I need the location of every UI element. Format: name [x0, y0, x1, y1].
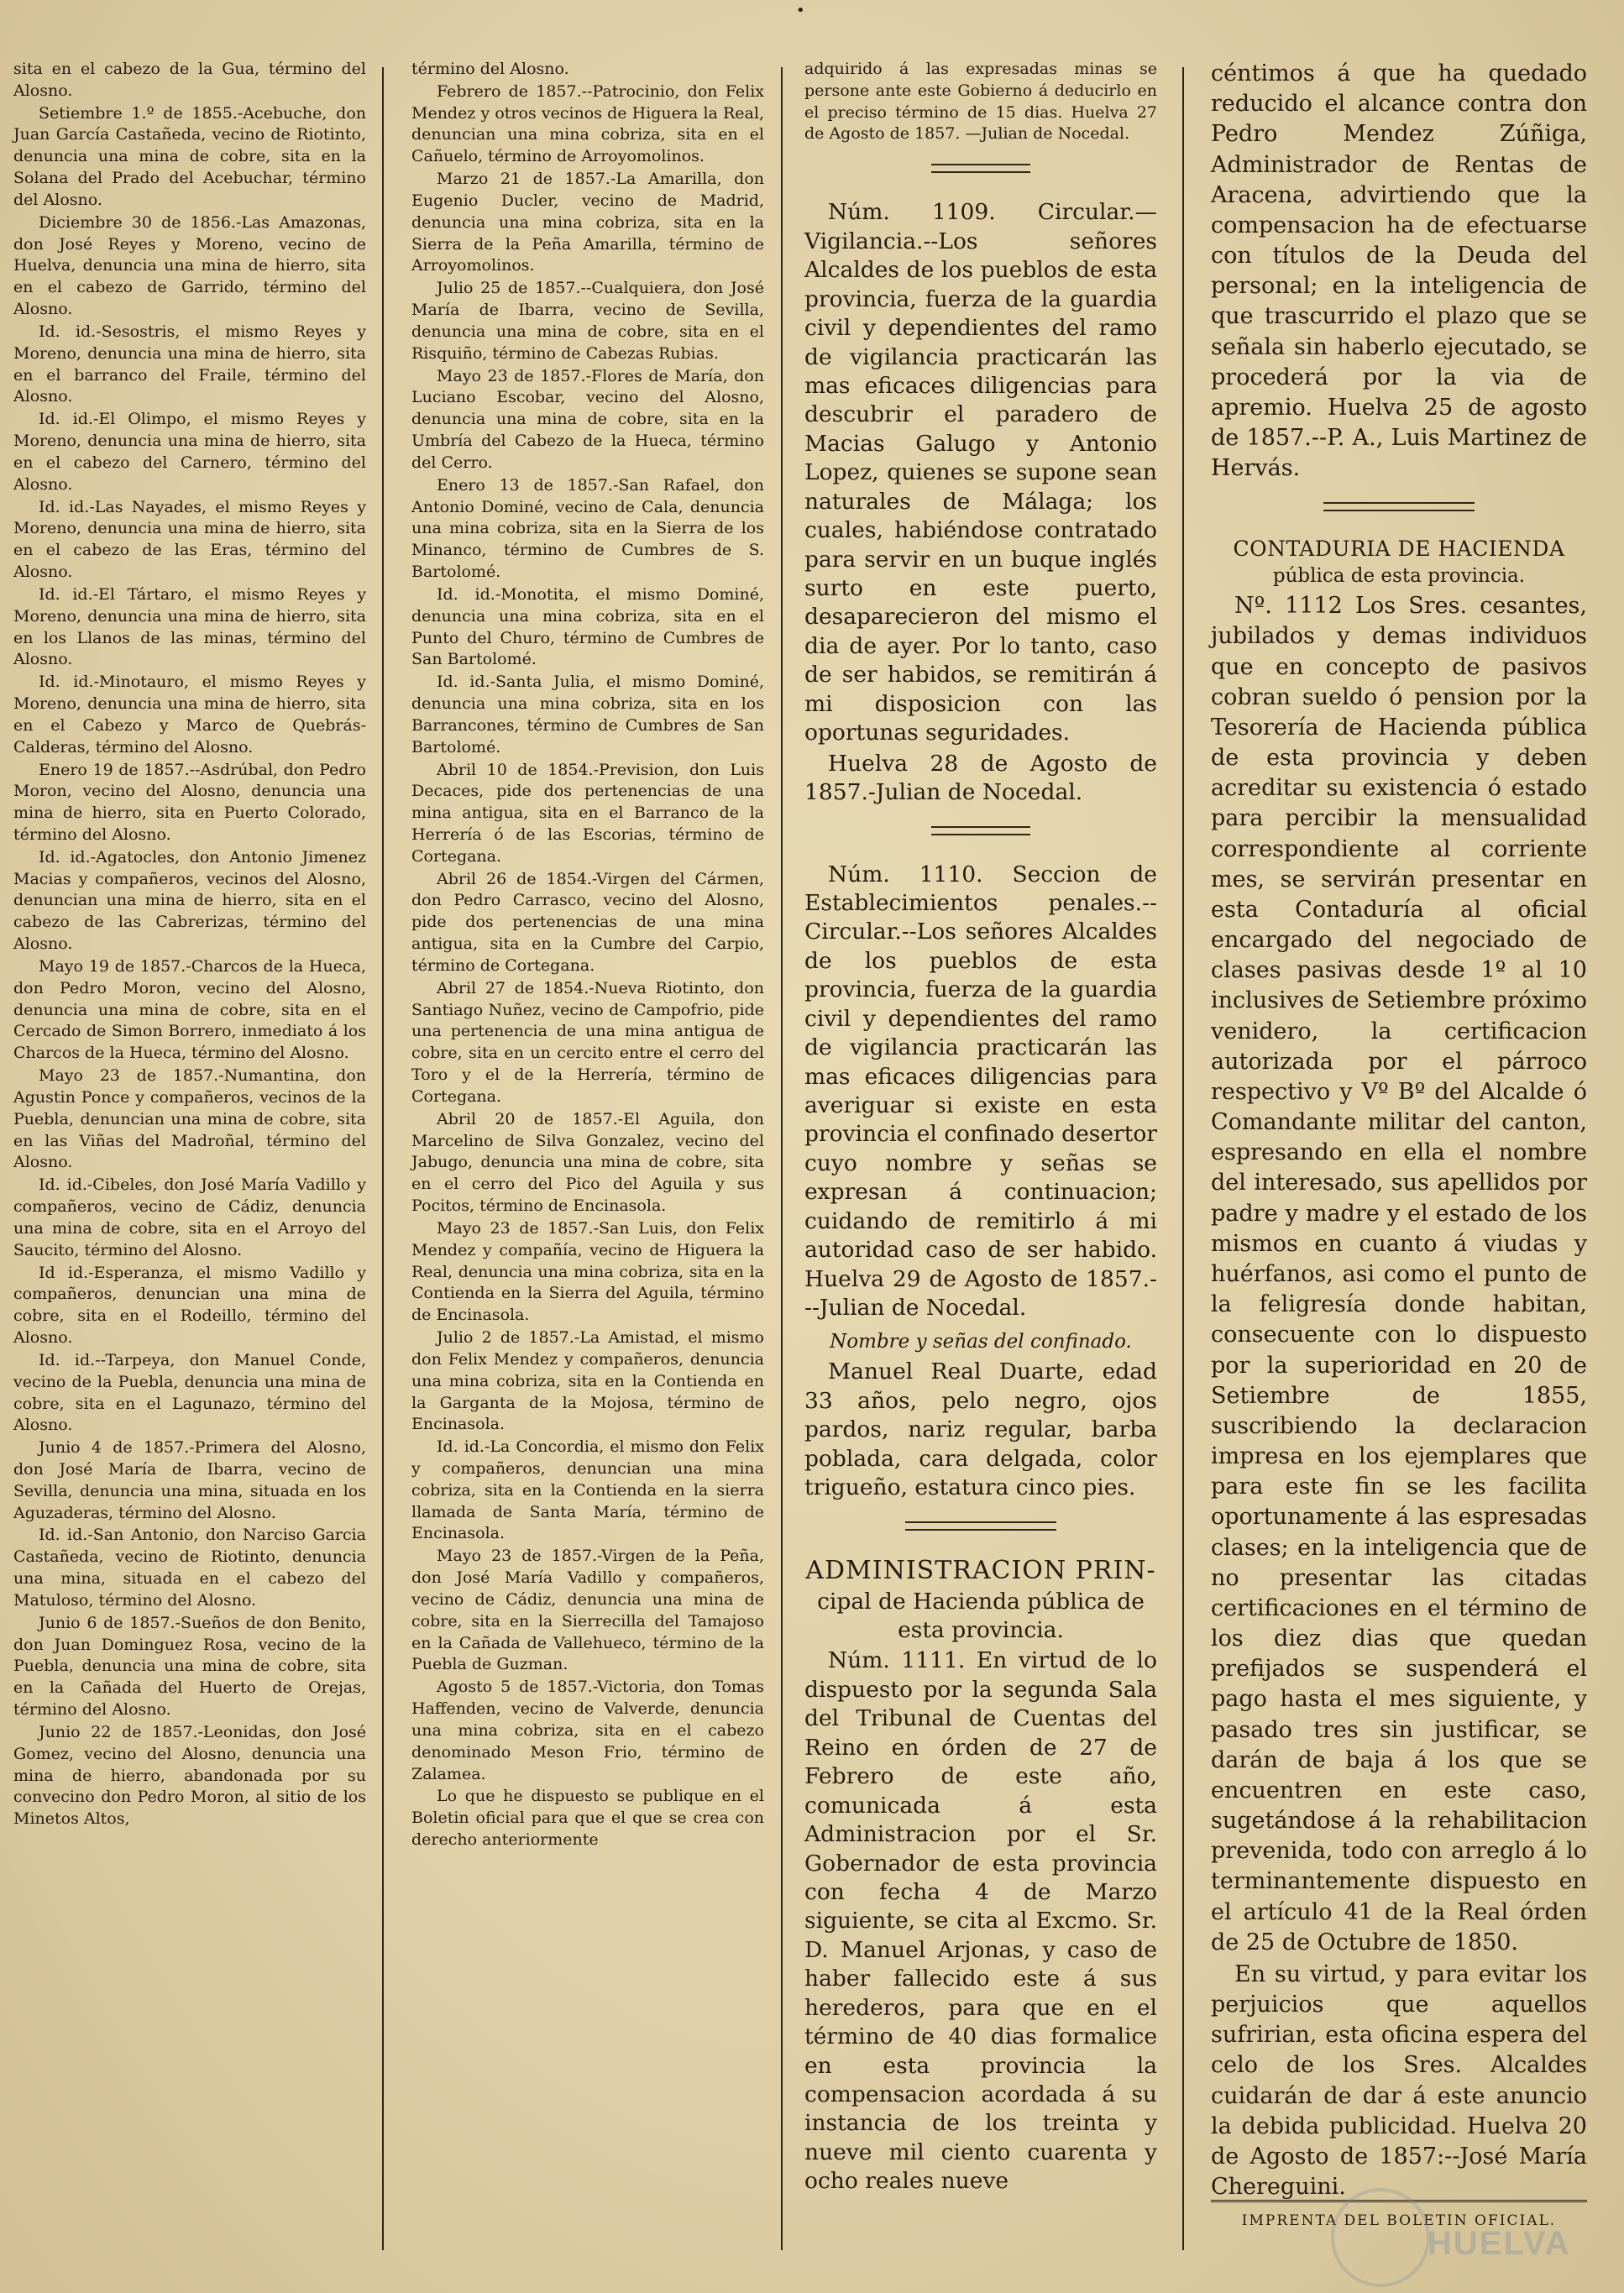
mine-entry: Julio 25 de 1857.--Cualquiera, don José María de Ibarra, vecino de Sevilla, denuncia una mina de cobre, sita en el Risquiño, término de Cabezas Rubias.	[411, 279, 764, 363]
mine-entry: Abril 20 de 1857.-El Aguila, don Marcelino de Silva Gonzalez, vecino del Jabugo, denuncia una mina de cobre, sita en el cerro del Pico del Aguila y sus Pocitos, término de Encinasola.	[411, 1109, 764, 1216]
mine-entry: Mayo 23 de 1857.-Numantina, don Agustin Ponce y compañeros, vecinos de la Puebla, denuncian una mina de cobre, sita en las Viñas del Madroñal, término del Alosno.	[13, 1066, 366, 1172]
column-3	[804, 59, 1157, 2198]
mine-entry: Enero 19 de 1857.--Asdrúbal, don Pedro Moron, vecino del Alosno, denuncia una mina de hierro, sita en Puerto Colorado, término del Alosno.	[13, 760, 366, 844]
notice-1111: Núm. 1111. En virtud de lo dispuesto por la segunda Sala del Tribunal de Cuentas del Reino en órden de 27 de Febrero de este año, comunicada á esta Administracion por el Sr. Gobernador de esta provincia con fecha 4 de Marzo siguiente, se cita al Excmo. Sr. D. Manuel Arjonas, y caso de haber fallecido este á sus herederos, para que en el término de 40 dias formalice en esta provincia la compensacion acordada á su instancia de los treinta y nueve mil ciento cuarenta y ocho reales nueve	[804, 1647, 1157, 2195]
mine-entry: Id. id.-Cibeles, don José María Vadillo y compañeros, vecino de Cádiz, denuncia una mina de cobre, sita en el Arroyo del Saucito, término del Alosno.	[13, 1175, 366, 1259]
notice-1109: Núm. 1109. Circular.— Vigilancia.--Los señores Alcaldes de los pueblos de esta provincia, fuerza de la guardia civil y dependientes del ramo de vigilancia practicarán las mas eficaces diligencias para descubrir el paradero de Macias Galugo y Antonio Lopez, quienes se supone sean naturales de Málaga; los cuales, habiéndose contratado para servir en un buque inglés surto en este puerto, desaparecieron del mismo el dia de ayer. Por lo tanto, caso de ser habidos, se remitirán á mi disposicion con las oportunas seguridades.	[804, 199, 1157, 746]
mine-entry: Setiembre 1.º de 1855.-Acebuche, don Juan García Castañeda, vecino de Riotinto, denuncia una mina de cobre, sita en la Solana del Prado del Acebuchar, término del Alosno.	[13, 103, 366, 209]
convict-details: Manuel Real Duarte, edad 33 años, pelo negro, ojos pardos, nariz regular, barba poblada, cara delgada, color trigueño, estatura cinco pies.	[804, 1359, 1157, 1501]
mine-entry: Mayo 23 de 1857.-San Luis, don Felix Mendez y compañía, vecino de Higuera la Real, denuncia una mina cobriza, sita en la Contienda en la Sierra del Aguila, término de Encinasola.	[411, 1218, 764, 1325]
section-separator	[931, 164, 1030, 173]
notice-continuation: adquirido á las expresadas minas se persone ante este Gobierno á deducirlo en el preciso término de 15 dias. Huelva 27 de Agosto de 1857. —Julian de Nocedal.	[804, 60, 1157, 144]
column-rule-1	[382, 67, 384, 2250]
notice-1111-continuation: céntimos á que ha quedado reducido el alcance contra don Pedro Mendez Zúñiga, Administrador de Rentas de Aracena, advirtiendo que la compensacion ha de efectuarse con títulos de la Deuda del personal; en la inteligencia de que trascurrido el plazo que se señala sin haberlo ejecutado, se procederá por la via de apremio. Huelva 25 de agosto de 1857.--P. A., Luis Martinez de Hervás.	[1211, 60, 1587, 482]
mine-entry: Junio 4 de 1857.-Primera del Alosno, don José María de Ibarra, vecino de Sevilla, denuncia una mina, situada en los Aguzaderas, término del Alosno.	[13, 1438, 366, 1522]
mine-entry: Mayo 19 de 1857.-Charcos de la Hueca, don Pedro Moron, vecino del Alosno, denuncia una mina de cobre, sita en el Cercado de Simon Borrero, inmediato á los Charcos de la Hueca, término del Alosno.	[13, 956, 366, 1063]
printer-imprint: IMPRENTA DEL BOLETIN OFICIAL.	[1211, 2200, 1587, 2229]
contaduria-subheading: pública de esta provincia.	[1272, 565, 1526, 588]
mine-entry: Id. id.-Minotauro, el mismo Reyes y Moreno, denuncia una mina de hierro, sita en el Cabezo y Marco de Quebrás-Calderas, término del Alosno.	[13, 673, 366, 756]
notice-1109-signature: Huelva 28 de Agosto de 1857.-Julian de Nocedal.	[804, 750, 1157, 806]
notice-1110: Núm. 1110. Seccion de Establecimientos penales.--Circular.--Los señores Alcaldes de los pueblos de esta provincia, fuerza de la guardia civil y dependientes del ramo de vigilancia practicarán las mas eficaces diligencias para averiguar si existe en esta provincia el confinado desertor cuyo nombre y señas se expresan á continuacion; cuidando de remitirlo á mi autoridad caso de ser habido. Huelva 29 de Agosto de 1857.---Julian de Nocedal.	[804, 861, 1157, 1322]
mine-entry: Id. id.-Monotita, el mismo Dominé, denuncia una mina cobriza, sita en el Punto del Churo, término de Cumbres de San Bartolomé.	[411, 584, 764, 669]
mine-entry: Id. id.-Santa Julia, el mismo Dominé, denuncia una mina cobriza, sita en los Barrancones, término de Cumbres de San Bartolomé.	[411, 673, 764, 756]
section-separator	[1323, 502, 1475, 511]
mine-entry: Abril 10 de 1854.-Prevision, don Luis Decaces, pide dos pertenencias de una mina antigua, sita en el Barranco de la Herrería ó de las Escorias, término de Cortegana.	[411, 760, 764, 866]
mine-entry: Enero 13 de 1857.-San Rafael, don Antonio Dominé, vecino de Cala, denuncia una mina cobriza, sita en la Sierra de los Minanco, término de Cumbres de S. Bartolomé.	[411, 475, 764, 582]
mine-entry: Id id.-Esperanza, el mismo Vadillo y compañeros, denuncian una mina de cobre, sita en el Rodeillo, término del Alosno.	[13, 1263, 366, 1348]
mine-entry: término del Alosno.	[411, 60, 569, 78]
mine-entry: Id. id.-Las Nayades, el mismo Reyes y Moreno, denuncia una mina de hierro, sita en el cabezo de las Eras, término del Alosno.	[13, 497, 366, 582]
mine-entry: Diciembre 30 de 1856.-Las Amazonas, don José Reyes y Moreno, vecino de Huelva, denuncia una mina de hierro, sita en el cabezo de Garrido, término del Alosno.	[13, 212, 366, 319]
mine-entry: Mayo 23 de 1857.-Virgen de la Peña, don José María Vadillo y compañeros, vecino de Cádiz, denuncia una mina de cobre, sita en la Sierrecilla del Tamajoso en la Cañada de Vallehueco, término de la Puebla de Guzman.	[411, 1547, 764, 1674]
column-1	[13, 59, 366, 1831]
mine-entry: Id. id.--Tarpeya, don Manuel Conde, vecino de la Puebla, denuncia una mina de cobre, sita en el Lagunazo, término del Alosno.	[13, 1350, 366, 1435]
mine-entry: Agosto 5 de 1857.-Victoria, don Tomas Haffenden, vecino de Valverde, denuncia una mina cobriza, sita en el cabezo denominado Meson Frio, término de Zalamea.	[411, 1678, 764, 1783]
mine-entry: Febrero de 1857.--Patrocinio, don Felix Mendez y otros vecinos de Higuera la Real, denuncian una mina cobriza, sita en el Cañuelo, término de Arroyomolinos.	[411, 81, 764, 166]
convict-details-title: Nombre y señas del confinado.	[830, 1330, 1132, 1353]
notice-1112: Nº. 1112 Los Sres. cesantes, jubilados y demas individuos que en concepto de pasivos cobran sueldo ó pension por la Tesorería de Hacienda pública de esta provincia y deben acreditar su existencia ó estado para percibir la mensualidad correspondiente al corriente mes, se servirán presentar en esta Contaduría al oficial encargado del negociado de clases pasivas desde 1º al 10 inclusives de Setiembre próximo venidero, la certificacion autorizada por el párroco respectivo y Vº Bº del Alcalde ó Comandante militar del canton, espresando en ella el nombre del interesado, sus apellidos por padre y madre y el estado de los mismos en cuanto á viudas y huérfanos, asi como el punto de la feligresía donde habitan, consecuente con lo dispuesto por la superioridad en 20 de Setiembre de 1855, suscribiendo la declaracion impresa en los ejemplares que para este fin se les facilita oportunamente á las espresadas clases; en la inteligencia que de no presentar las citadas certificaciones en el término de los diez dias que quedan prefijados se suspenderá el pago hasta el mes siguiente, y pasado tres sin justificar, se darán de baja á los que se encuentren en este caso, sugetándose á la rehabilitacion prevenida, todo con arreglo á lo terminantemente dispuesto en el artículo 41 de la Real órden de 25 de Octubre de 1850.	[1211, 593, 1587, 1955]
page-marker: •	[796, 2, 805, 19]
mine-entry: Id. id.-Agatocles, don Antonio Jimenez Macias y compañeros, vecinos del Alosno, denuncian una mina de hierro, sita en el cabezo de las Cabrerizas, término del Alosno.	[13, 847, 366, 954]
mine-entry: Mayo 23 de 1857.-Flores de María, don Luciano Escobar, vecino del Alosno, denuncia una mina de cobre, sita en la Umbría del Cabezo de la Hueca, término del Cerro.	[411, 366, 764, 472]
column-rule-2	[781, 67, 783, 2250]
column-4	[1211, 59, 1587, 2204]
admin-heading: ADMINISTRACION PRIN-	[805, 1555, 1156, 1585]
notice-1112-closing: En su virtud, y para evitar los perjuicios que aquellos sufririan, esta oficina espera del celo de los Sres. Alcaldes cuidarán de dar á este anuncio la debida publicidad. Huelva 20 de Agosto de 1857:--José María Chereguini.	[1211, 1961, 1587, 2201]
contaduria-heading: CONTADURIA DE HACIENDA	[1233, 537, 1565, 562]
mine-entry: Id. id.-El Tártaro, el mismo Reyes y Moreno, denuncia una mina de hierro, sita en los Llanos de las minas, término del Alosno.	[13, 584, 366, 669]
section-separator	[905, 1521, 1056, 1531]
archive-seal-icon	[1331, 2188, 1430, 2287]
mine-entry: Marzo 21 de 1857.-La Amarilla, don Eugenio Ducler, vecino de Madrid, denuncia una mina cobriza, sita en la Sierra de la Peña Amarilla, término de Arroyomolinos.	[411, 170, 764, 275]
mine-entry: Id. id.-Sesostris, el mismo Reyes y Moreno, denuncia una mina de hierro, sita en el barranco del Fraile, término del Alosno.	[13, 322, 366, 406]
section-separator	[931, 826, 1030, 835]
mine-entry: Lo que he dispuesto se publique en el Boletin oficial para que el que se crea con derecho anteriormente	[411, 1787, 764, 1850]
admin-subheading: cipal de Hacienda pública de esta provincia.	[817, 1588, 1145, 1644]
column-rule-3	[1182, 67, 1184, 2250]
archive-watermark: HUELVA	[1428, 2225, 1571, 2262]
mine-entry: sita en el cabezo de la Gua, término del Alosno.	[13, 60, 366, 100]
mine-entry: Julio 2 de 1857.-La Amistad, el mismo don Felix Mendez y compañeros, denuncia una mina cobriza, sita en la Contienda en la Garganta de la Mojosa, término de Encinasola.	[411, 1328, 764, 1434]
column-2	[411, 59, 764, 1852]
mine-entry: Id. id.-El Olimpo, el mismo Reyes y Moreno, denuncia una mina de hierro, sita en el cabezo del Carnero, término del Alosno.	[13, 410, 366, 494]
mine-entry: Junio 22 de 1857.-Leonidas, don José Gomez, vecino del Alosno, denuncia una mina de hierro, abandonada por su convecino don Pedro Moron, al sitio de los Minetos Altos,	[13, 1722, 366, 1829]
mine-entry: Junio 6 de 1857.-Sueños de don Benito, don Juan Dominguez Rosa, vecino de la Puebla, denuncia una mina de cobre, sita en la Cañada del Huerto de Orejas, término del Alosno.	[13, 1613, 366, 1720]
mine-entry: Abril 26 de 1854.-Virgen del Cármen, don Pedro Carrasco, vecino del Alosno, pide dos pertenencias de una mina antigua, sita en la Cumbre del Carpio, término de Cortegana.	[411, 869, 764, 975]
mine-entry: Id. id.-La Concordia, el mismo don Felix y compañeros, denuncian una mina cobriza, sita en la Contienda en la sierra llamada de Santa María, término de Encinasola.	[411, 1437, 764, 1543]
mine-entry: Abril 27 de 1854.-Nueva Riotinto, don Santiago Nuñez, vecino de Campofrio, pide una pertenencia de una mina antigua de cobre, sita en un cercito entre el cerro del Toro y el de la Herrería, término de Cortegana.	[411, 978, 764, 1106]
mine-entry: Id. id.-San Antonio, don Narciso Garcia Castañeda, vecino de Riotinto, denuncia una mina, situada en el cabezo del Matuloso, término del Alosno.	[13, 1526, 366, 1610]
